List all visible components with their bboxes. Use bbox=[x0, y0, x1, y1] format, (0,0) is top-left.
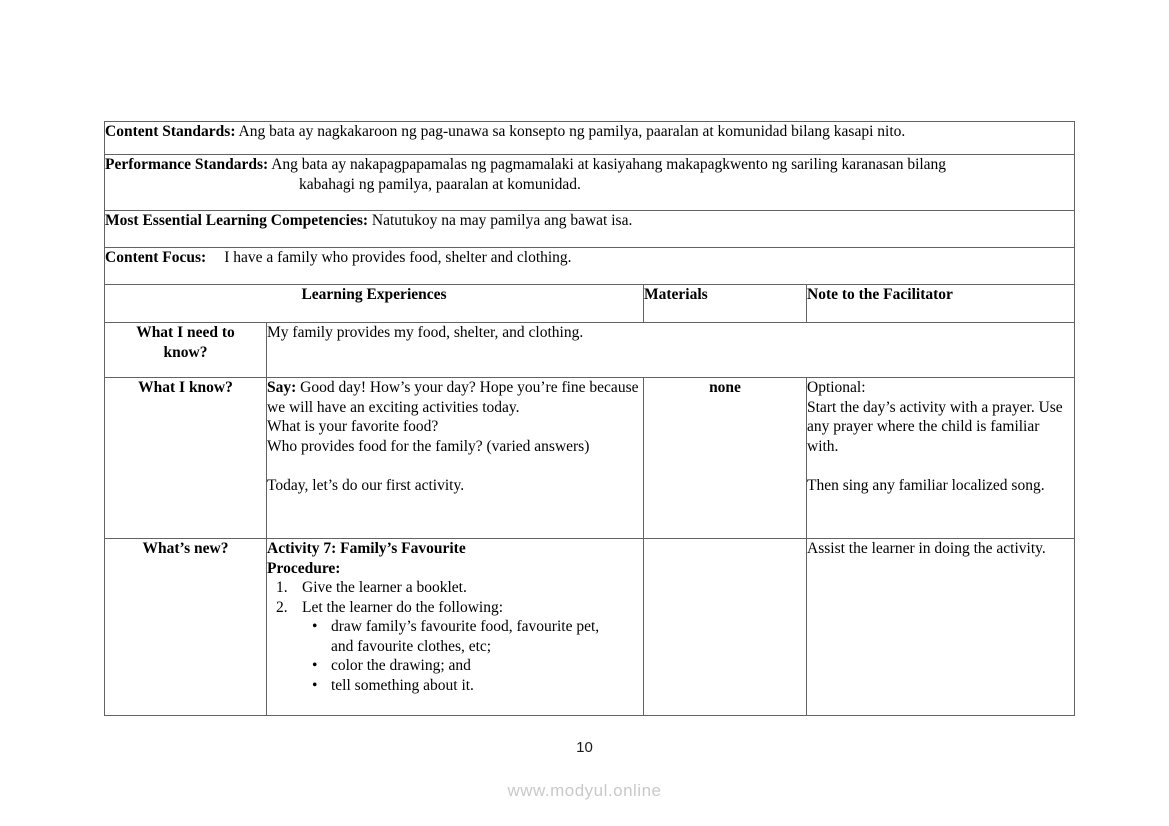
whats-new-content-cell bbox=[267, 539, 644, 716]
bullet-text: color the drawing; and bbox=[331, 657, 471, 674]
melc-row bbox=[105, 211, 1075, 248]
procedure-step bbox=[276, 578, 643, 598]
bullet-icon: • bbox=[312, 618, 318, 635]
watermark-text: www.modyul.online bbox=[507, 781, 662, 800]
blank-line bbox=[807, 456, 1074, 476]
step-text: Let the learner do the following: bbox=[302, 598, 504, 616]
step-number: 1. bbox=[276, 579, 288, 596]
facilitator-note-assist-cell: Assist the learner in doing the activity. bbox=[807, 539, 1075, 716]
content-standards-label: Content Standards: bbox=[105, 123, 236, 140]
materials-empty-cell bbox=[644, 539, 807, 716]
what-i-know-row bbox=[105, 378, 1075, 539]
bullet-list-item bbox=[312, 617, 643, 656]
note-optional-line1: Optional: bbox=[807, 379, 866, 396]
note-optional-line2: Start the day’s activity with a prayer. Use any prayer where the child is familiar with. bbox=[807, 398, 1063, 455]
bullet-list-item bbox=[312, 656, 643, 676]
learning-experiences-header: Learning Experiences bbox=[105, 285, 644, 323]
performance-standards-text: Ang bata ay nakapagpapamalas ng pagmamalaki at kasiyahang makapagkwento ng sariling karanasan bilang bbox=[271, 156, 947, 173]
content-focus-text: I have a family who provides food, shelter and clothing. bbox=[224, 249, 572, 266]
bullet-list-item bbox=[312, 676, 643, 696]
note-optional-line3: Then sing any familiar localized song. bbox=[807, 476, 1045, 494]
melc-cell bbox=[105, 211, 1075, 248]
performance-standards-label: Performance Standards: bbox=[105, 156, 269, 173]
step-text: Give the learner a booklet. bbox=[302, 579, 467, 596]
performance-standards-cell bbox=[105, 155, 1075, 211]
whats-new-label-cell bbox=[105, 539, 267, 716]
bullet-icon: • bbox=[312, 676, 318, 694]
bullet-text: draw family’s favourite food, favourite pet, and favourite clothes, etc; bbox=[331, 618, 600, 655]
content-standards-text: Ang bata ay nagkakaroon ng pag-unawa sa konsepto ng pamilya, paaralan at komunidad bilang kasapi nito. bbox=[238, 123, 906, 140]
note-to-facilitator-header: Note to the Facilitator bbox=[807, 285, 1075, 323]
melc-text: Natutukoy na may pamilya ang bawat isa. bbox=[371, 212, 633, 229]
what-i-need-to-know-label: What I need to know? bbox=[136, 324, 235, 361]
say-text: Good day! How’s your day? Hope you’re fine because we will have an exciting activities today. bbox=[267, 379, 639, 416]
what-i-know-content-cell bbox=[267, 378, 644, 539]
content-focus-label: Content Focus: bbox=[105, 249, 207, 266]
blank-line bbox=[267, 456, 643, 476]
what-i-need-to-know-content-cell: My family provides my food, shelter, and clothing. bbox=[267, 323, 1075, 378]
what-i-need-to-know-label-cell bbox=[105, 323, 267, 378]
materials-none-cell: none bbox=[644, 378, 807, 539]
bullet-text: tell something about it. bbox=[331, 676, 474, 694]
say-label: Say: bbox=[267, 379, 297, 396]
facilitator-note-optional-cell bbox=[807, 378, 1075, 539]
say-paragraph bbox=[267, 378, 643, 417]
what-i-know-label-cell bbox=[105, 378, 267, 539]
what-i-need-to-know-row bbox=[105, 323, 1075, 378]
page-number: 10 bbox=[576, 739, 593, 756]
performance-standards-row bbox=[105, 155, 1075, 211]
content-standards-row bbox=[105, 122, 1075, 155]
procedure-label: Procedure: bbox=[267, 559, 341, 577]
melc-label: Most Essential Learning Competencies: bbox=[105, 212, 369, 229]
step-number: 2. bbox=[276, 598, 288, 616]
materials-header: Materials bbox=[644, 285, 807, 323]
performance-standards-text-line2: kabahagi ng pamilya, paaralan at komunidad. bbox=[299, 175, 581, 193]
content-focus-cell bbox=[105, 248, 1075, 285]
whats-new-label: What’s new? bbox=[142, 540, 229, 557]
content-standards-cell bbox=[105, 122, 1075, 155]
column-header-row bbox=[105, 285, 1075, 323]
what-i-know-line4: Today, let’s do our first activity. bbox=[267, 476, 465, 494]
lesson-plan-table bbox=[104, 121, 1075, 716]
activity-title: Activity 7: Family’s Favourite bbox=[267, 540, 466, 557]
content-focus-row bbox=[105, 248, 1075, 285]
what-i-know-line3: Who provides food for the family? (varied answers) bbox=[267, 437, 590, 455]
what-i-know-line2: What is your favorite food? bbox=[267, 418, 439, 435]
procedure-step bbox=[276, 598, 643, 618]
bullet-icon: • bbox=[312, 657, 318, 674]
what-i-know-label: What I know? bbox=[138, 379, 233, 396]
whats-new-row bbox=[105, 539, 1075, 716]
